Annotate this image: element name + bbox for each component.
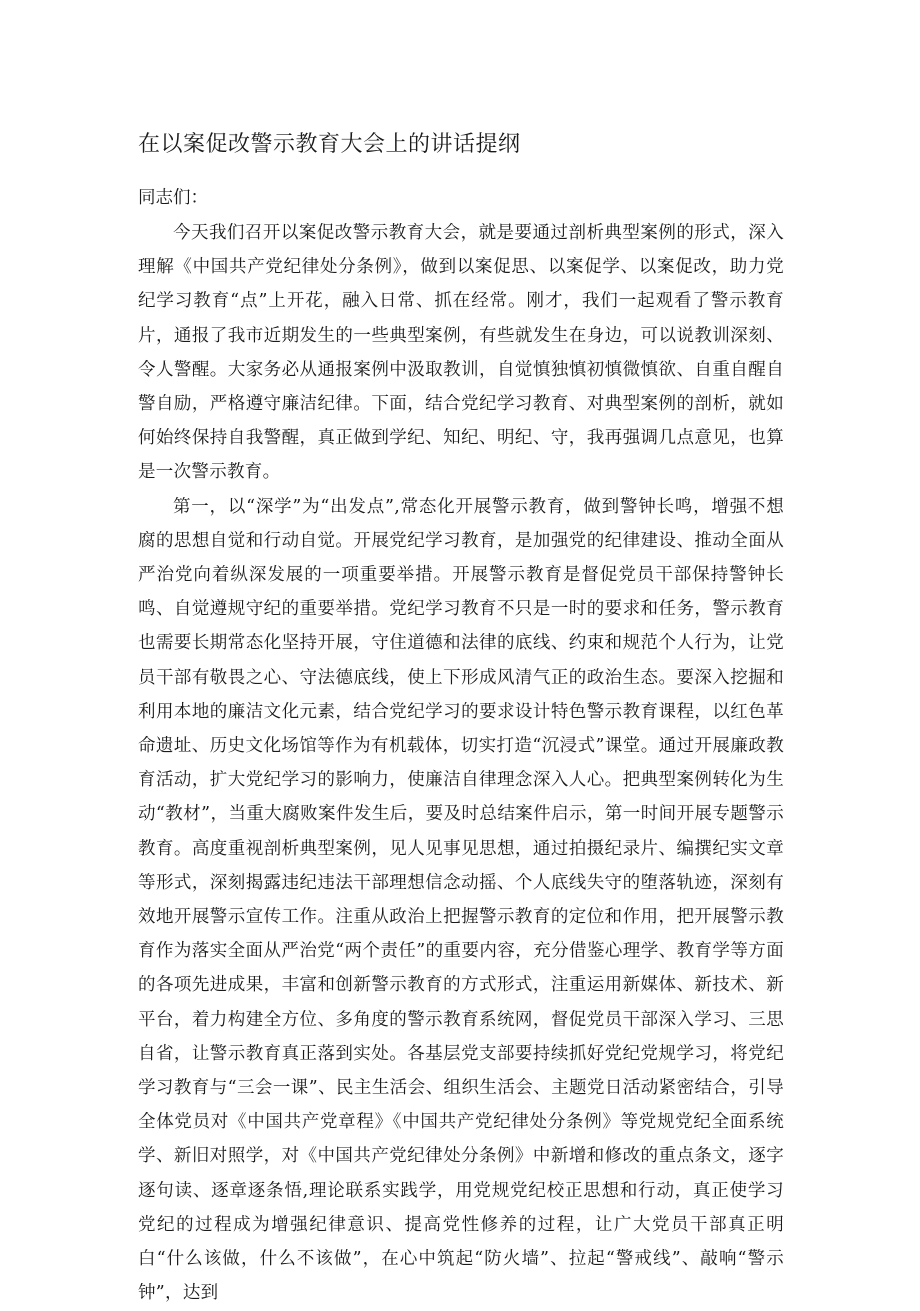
document-title: 在以案促改警示教育大会上的讲话提纲 — [138, 132, 521, 157]
paragraph-intro: 今天我们召开以案促改警示教育大会，就是要通过剖析典型案例的形式，深入理解《中国共产党纪律处分条例》，做到以案促思、以案促学、以案促改，助力党纪学习教育“点”上开花，融入日常、抓在经常。刚才，我们一起观看了警示教育片，通报了我市近期发生的一些典型案例，有些就发生在身边，可以说教训深刻、令人警醒。大家务必从通报案例中汲取教训，自觉慎独慎初慎微慎欲、自重自醒自警自励，严格遵守廉洁纪律。下面，结合党纪学习教育、对典型案例的剖析，就如何始终保持自我警醒，真正做到学纪、知纪、明纪、守，我再强调几点意见，也算是一次警示教育。 — [138, 223, 784, 483]
salutation: 同志们： — [138, 188, 208, 208]
document-page — [138, 128, 784, 1311]
paragraph-point-one: 第一，以“深学”为“出发点”,常态化开展警示教育，做到警钟长鸣，增强不想腐的思想自觉和行动自觉。开展党纪学习教育，是加强党的纪律建设、推动全面从严治党向着纵深发展的一项重要举措。开展警示教育是督促党员干部保持警钟长鸣、自觉遵规守纪的重要举措。党纪学习教育不只是一时的要求和任务，警示教育也需要长期常态化坚持开展，守住道德和法律的底线、约束和规范个人行为，让党员干部有敬畏之心、守法德底线，使上下形成风清气正的政治生态。要深入挖掘和利用本地的廉洁文化元素，结合党纪学习的要求设计特色警示教育课程，以红色革命遗址、历史文化场馆等作为有机载体，切实打造“沉浸式”课堂。通过开展廉政教育活动，扩大党纪学习的影响力，使廉洁自律理念深入人心。把典型案例转化为生动“教材”，当重大腐败案件发生后，要及时总结案件启示，第一时间开展专题警示教育。高度重视剖析典型案例，见人见事见思想，通过拍摄纪录片、编撰纪实文章等形式，深刻揭露违纪违法干部理想信念动摇、个人底线失守的堕落轨迹，深刻有效地开展警示宣传工作。注重从政治上把握警示教育的定位和作用，把开展警示教育作为落实全面从严治党“两个责任”的重要内容，充分借鉴心理学、教育学等方面的各项先进成果，丰富和创新警示教育的方式形式，注重运用新媒体、新技术、新平台，着力构建全方位、多角度的警示教育系统网，督促党员干部深入学习、三思自省，让警示教育真正落到实处。各基层党支部要持续抓好党纪党规学习，将党纪学习教育与“三会一课”、民主生活会、组织生活会、主题党日活动紧密结合，引导全体党员对《中国共产党章程》《中国共产党纪律处分条例》等党规党纪全面系统学、新旧对照学，对《中国共产党纪律处分条例》中新增和修改的重点条文，逐字逐句读、逐章逐条悟,理论联系实践学，用党规党纪校正思想和行动，真正使学习党纪的过程成为增强纪律意识、提高党性修养的过程，让广大党员干部真正明白“什么该做，什么不该做”，在心中筑起“防火墙”、拉起“警戒线”、敲响“警示钟”，达到 — [138, 496, 784, 1304]
